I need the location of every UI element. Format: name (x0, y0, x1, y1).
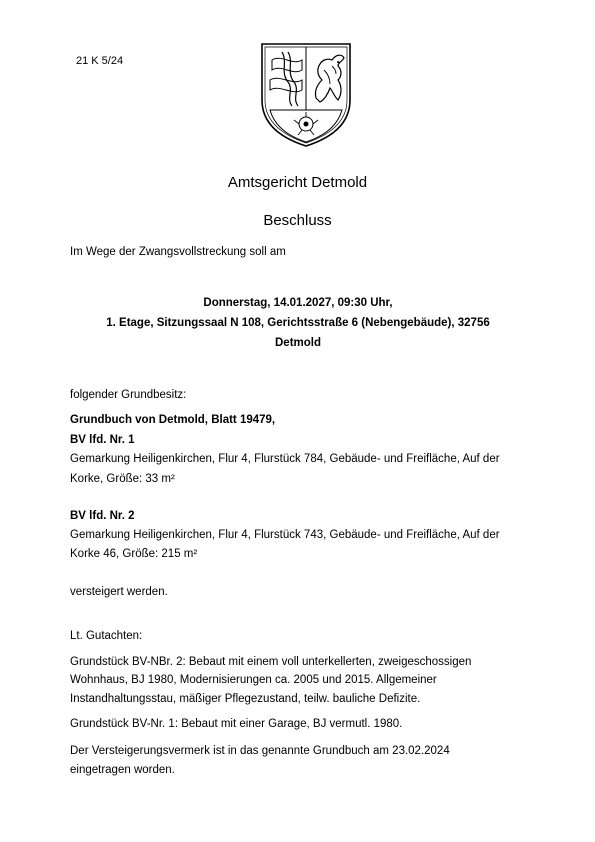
item-2-line1: Gemarkung Heiligenkirchen, Flur 4, Flurstück 743, Gebäude- und Freifläche, Auf der (70, 529, 500, 541)
property-intro: folgender Grundbesitz: (70, 389, 187, 401)
hearing-datetime: Donnerstag, 14.01.2027, 09:30 Uhr, (203, 297, 393, 309)
appraisal-p1-line3: Instandhaltungsstau, mäßiger Pflegezustand, teilw. bauliche Defizite. (70, 693, 421, 705)
item-2-line2: Korke 46, Größe: 215 m² (70, 548, 198, 560)
item-1-line2: Korke, Größe: 33 m² (70, 473, 175, 485)
hearing-block (80, 293, 516, 353)
appraisal-p3-line2: eingetragen worden. (70, 764, 175, 776)
land-register: Grundbuch von Detmold, Blatt 19479, (70, 414, 276, 426)
intro-text: Im Wege der Zwangsvollstreckung soll am (70, 246, 286, 258)
case-number: 21 K 5/24 (76, 55, 124, 67)
hearing-location-line1: 1. Etage, Sitzungssaal N 108, Gerichtsstraße 6 (Nebengebäude), 32756 (106, 317, 490, 329)
document-title: Beschluss (263, 212, 332, 229)
appraisal-p2: Grundstück BV-Nr. 1: Bebaut mit einer Garage, BJ vermutl. 1980. (70, 718, 403, 730)
appraisal-p1-line1: Grundstück BV-NBr. 2: Bebaut mit einem voll unterkellerten, zweigeschossigen (70, 656, 472, 668)
appraisal-p1-line2: Wohnhaus, BJ 1980, Modernisierungen ca. 2005 und 2015. Allgemeiner (70, 674, 437, 686)
court-name: Amtsgericht Detmold (227, 174, 368, 191)
item-1-label: BV lfd. Nr. 1 (70, 434, 135, 446)
item-1-line1: Gemarkung Heiligenkirchen, Flur 4, Flurstück 784, Gebäude- und Freifläche, Auf der (70, 453, 500, 465)
appraisal-heading: Lt. Gutachten: (70, 630, 143, 642)
item-2-label: BV lfd. Nr. 2 (70, 510, 135, 522)
hearing-location-line2: Detmold (275, 337, 321, 349)
auction-text: versteigert werden. (70, 586, 168, 598)
coat-of-arms-icon (258, 40, 354, 150)
appraisal-p3-line1: Der Versteigerungsvermerk ist in das genannte Grundbuch am 23.02.2024 (70, 745, 450, 757)
